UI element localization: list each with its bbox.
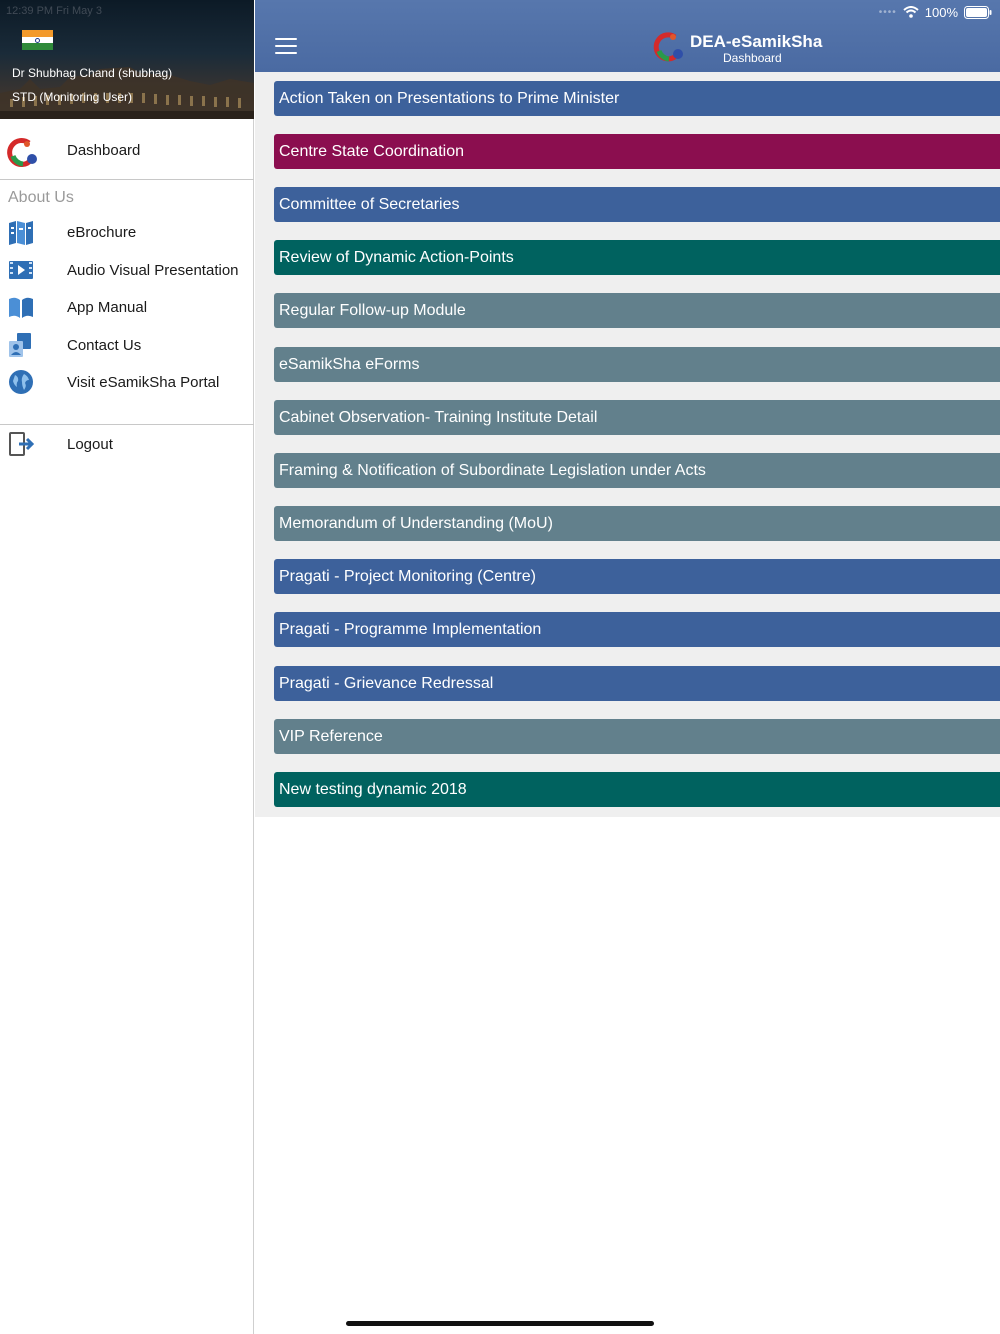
status-bar-right <box>879 4 992 20</box>
module-button[interactable]: Regular Follow-up Module <box>274 293 1000 328</box>
module-button[interactable]: VIP Reference <box>274 719 1000 754</box>
module-button[interactable]: Pragati - Project Monitoring (Centre) <box>274 559 1000 594</box>
battery-percent: 100% <box>924 4 958 20</box>
drawer-header <box>0 0 254 119</box>
section-title-about-us: About Us <box>8 189 74 206</box>
sidebar-item-ebrochure[interactable] <box>0 214 254 250</box>
parliament-background-image <box>0 49 254 119</box>
sidebar-item-dashboard[interactable] <box>0 132 254 168</box>
video-icon <box>7 256 35 284</box>
module-button[interactable]: New testing dynamic 2018 <box>274 772 1000 807</box>
india-flag-icon <box>22 30 53 50</box>
menu-line <box>275 52 297 54</box>
logout-icon <box>7 430 35 458</box>
module-button[interactable]: Committee of Secretaries <box>274 187 1000 222</box>
module-button[interactable]: Pragati - Grievance Redressal <box>274 666 1000 701</box>
sidebar-item-label: Logout <box>67 435 113 453</box>
divider <box>0 424 254 425</box>
module-button[interactable]: Framing & Notification of Subordinate Legislation under Acts <box>274 453 1000 488</box>
globe-icon <box>7 368 35 396</box>
sidebar-item-contact-us[interactable] <box>0 327 254 363</box>
sidebar-item-label: Audio Visual Presentation <box>67 261 239 279</box>
divider <box>0 179 254 180</box>
side-drawer <box>0 0 254 1334</box>
sidebar-item-visit-portal[interactable] <box>0 364 254 400</box>
sidebar-item-label: eBrochure <box>67 223 137 241</box>
sidebar-item-label: Contact Us <box>67 336 142 354</box>
module-button[interactable]: Action Taken on Presentations to Prime Minister <box>274 81 1000 116</box>
sidebar-item-label: Dashboard <box>67 141 141 159</box>
brochure-icon <box>7 218 35 246</box>
module-button[interactable]: Cabinet Observation- Training Institute Detail <box>274 400 1000 435</box>
module-button[interactable]: Review of Dynamic Action-Points <box>274 240 1000 275</box>
menu-line <box>275 45 297 47</box>
user-name: Dr Shubhag Chand (shubhag) <box>12 66 173 80</box>
main-panel <box>255 0 1000 1334</box>
book-icon <box>7 293 35 321</box>
status-time: 12:39 PM Fri May 3 <box>6 5 102 17</box>
app-title: DEA-eSamikSha <box>690 32 823 51</box>
contact-icon <box>7 331 35 359</box>
module-button[interactable]: Memorandum of Understanding (MoU) <box>274 506 1000 541</box>
menu-toggle-button[interactable] <box>275 38 297 56</box>
home-indicator[interactable] <box>346 1321 654 1326</box>
top-navigation-bar <box>255 0 1000 72</box>
module-button[interactable]: eSamikSha eForms <box>274 347 1000 382</box>
app-logo-icon <box>7 136 39 168</box>
battery-icon <box>964 6 992 19</box>
sidebar-item-audio-visual[interactable] <box>0 252 254 288</box>
sidebar-item-logout[interactable] <box>0 426 254 462</box>
signal-dots-icon: •••• <box>878 6 897 18</box>
page-subtitle: Dashboard <box>723 51 782 65</box>
sidebar-item-label: App Manual <box>67 298 148 316</box>
app-logo-icon <box>653 30 687 62</box>
menu-line <box>275 38 297 40</box>
module-button[interactable]: Pragati - Programme Implementation <box>274 612 1000 647</box>
module-button[interactable]: Centre State Coordination <box>274 134 1000 169</box>
sidebar-item-label: Visit eSamikSha Portal <box>67 373 220 391</box>
sidebar-item-app-manual[interactable] <box>0 289 254 325</box>
module-list <box>255 72 1000 817</box>
user-role: STD (Monitoring User) <box>12 90 133 104</box>
wifi-icon <box>903 6 919 18</box>
